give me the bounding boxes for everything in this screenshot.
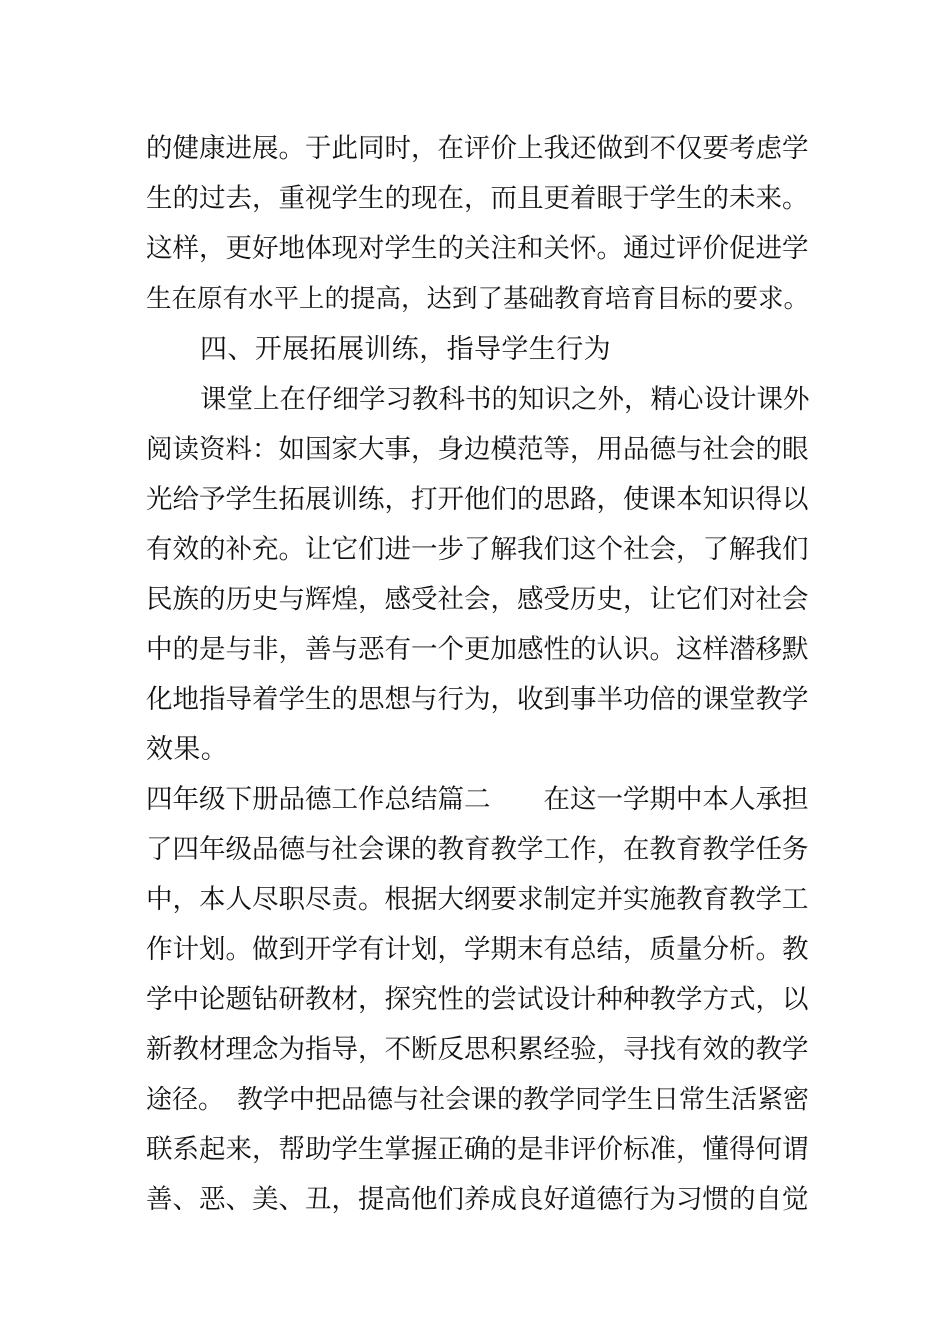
text-line: 阅读资料：如国家大事，身边模范等，用品德与社会的眼	[146, 434, 809, 465]
text-line: 中，本人尽职尽责。根据大纲要求制定并实施教育教学工	[146, 884, 809, 915]
text-line: 光给予学生拓展训练，打开他们的思路，使课本知识得以	[146, 484, 809, 515]
text-line: 中的是与非，善与恶有一个更加感性的认识。这样潜移默	[146, 634, 809, 665]
text-line: 化地指导着学生的思想与行为，收到事半功倍的课堂教学	[146, 684, 809, 715]
article-title-line: 四年级下册品德工作总结篇二 在这一学期中本人承担	[146, 784, 809, 815]
text-line: 新教材理念为指导，不断反思积累经验，寻找有效的教学	[146, 1034, 809, 1065]
text-line: 善、恶、美、丑，提高他们养成良好道德行为习惯的自觉	[146, 1184, 809, 1215]
text-line: 了四年级品德与社会课的教育教学工作，在教育教学任务	[146, 834, 809, 865]
text-line: 有效的补充。让它们进一步了解我们这个社会，了解我们	[146, 534, 809, 565]
text-line: 生在原有水平上的提高，达到了基础教育培育目标的要求。	[146, 284, 810, 314]
text-line: 的健康进展。于此同时，在评价上我还做到不仅要考虑学	[146, 133, 809, 164]
text-line: 生的过去，重视学生的现在，而且更着眼于学生的未来。	[146, 183, 809, 214]
paragraph-first-line: 课堂上在仔细学习教科书的知识之外，精心设计课外	[200, 384, 810, 415]
text-line: 民族的历史与辉煌，感受社会，感受历史，让它们对社会	[146, 584, 809, 615]
text-line: 联系起来，帮助学生掌握正确的是非评价标准，懂得何谓	[146, 1134, 809, 1165]
text-line: 作计划。做到开学有计划，学期末有总结，质量分析。教	[146, 934, 809, 965]
text-line: 途径。 教学中把品德与社会课的教学同学生日常生活紧密	[146, 1085, 810, 1115]
section-heading: 四、开展拓展训练，指导学生行为	[200, 334, 611, 365]
text-line: 效果。	[146, 734, 229, 765]
text-line: 学中论题钻研教材，探究性的尝试设计种种教学方式，以	[146, 984, 809, 1015]
text-line: 这样，更好地体现对学生的关注和关怀。通过评价促进学	[146, 233, 809, 264]
